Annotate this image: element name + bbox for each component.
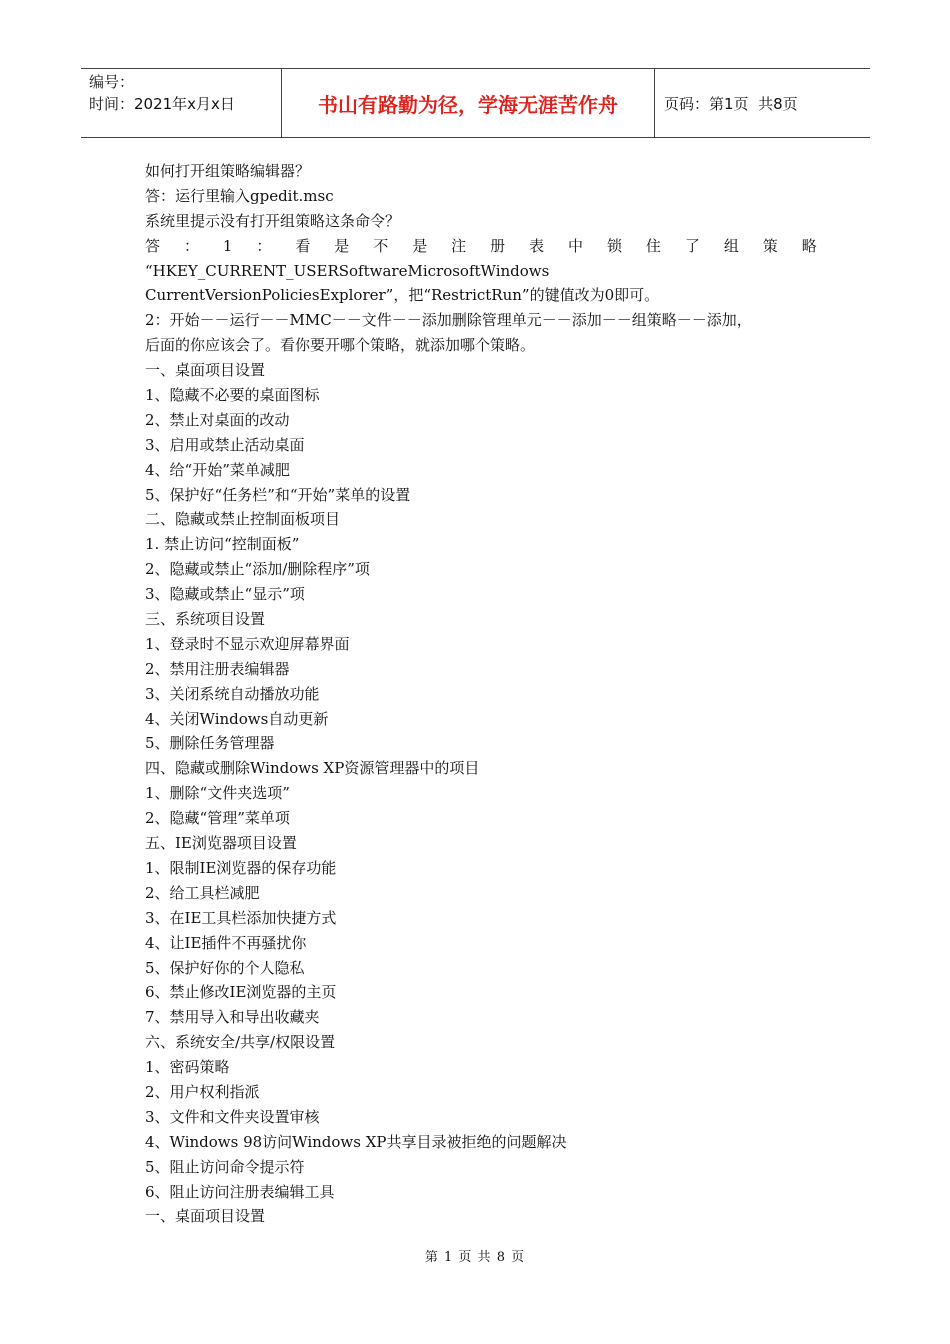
- text-line: 2：开始－－运行－－MMC－－文件－－添加删除管理单元－－添加－－组策略－－添加，: [145, 311, 752, 330]
- justified-char: 是: [334, 236, 350, 255]
- list-item: 5、保护好“任务栏”和“开始”菜单的设置: [145, 485, 411, 504]
- text-line: 系统里提示没有打开组策略这条命令？: [145, 211, 401, 230]
- justified-char: 了: [684, 236, 700, 255]
- list-item: 5、保护好你的个人隐私: [145, 958, 305, 977]
- list-item: 2、隐藏“管理”菜单项: [145, 809, 290, 828]
- time-label: 时间：2021年x月x日: [89, 95, 235, 113]
- page-footer: 第 1 页 共 8 页: [424, 1250, 526, 1265]
- list-item: 4、关闭Windows自动更新: [145, 709, 329, 728]
- justified-char: 册: [490, 236, 506, 255]
- justified-text-line: [145, 234, 817, 259]
- justified-char: 看: [295, 236, 311, 255]
- text-line: 答：运行里输入gpedit.msc: [145, 186, 334, 205]
- justified-char: 表: [529, 236, 545, 255]
- justified-char: 组: [723, 236, 739, 255]
- list-item: 4、Windows 98访问Windows XP共享目录被拒绝的问题解决: [145, 1132, 567, 1151]
- justified-char: ：: [256, 236, 272, 255]
- list-item: 1、删除“文件夹选项”: [145, 784, 290, 803]
- list-item: 1、密码策略: [145, 1058, 230, 1077]
- list-item: 6、阻止访问注册表编辑工具: [145, 1182, 335, 1201]
- list-item: 5、阻止访问命令提示符: [145, 1157, 305, 1176]
- list-item: 2、禁止对桌面的改动: [145, 410, 290, 429]
- list-item: 1、隐藏不必要的桌面图标: [145, 386, 320, 405]
- page-header: [81, 68, 870, 138]
- section-heading: 六、系统安全/共享/权限设置: [145, 1033, 336, 1052]
- justified-char: 策: [762, 236, 778, 255]
- text-line: “HKEY_CURRENT_USERSoftwareMicrosoftWindows: [145, 261, 550, 280]
- list-item: 3、文件和文件夹设置审核: [145, 1107, 320, 1126]
- section-heading: 四、隐藏或删除Windows XP资源管理器中的项目: [145, 759, 480, 778]
- list-item: 2、禁用注册表编辑器: [145, 659, 290, 678]
- list-item: 2、隐藏或禁止“添加/删除程序”项: [145, 560, 370, 579]
- section-heading: 一、桌面项目设置: [145, 361, 266, 380]
- list-item: 3、在IE工具栏添加快捷方式: [145, 908, 337, 927]
- header-page-info: 页码：第1页 共8页: [664, 94, 798, 113]
- list-item: 1. 禁止访问“控制面板”: [145, 535, 300, 554]
- justified-char: 略: [801, 236, 817, 255]
- justified-char: 锁: [606, 236, 622, 255]
- text-line: 如何打开组策略编辑器？: [145, 162, 311, 180]
- number-label: 编号：: [89, 73, 135, 91]
- list-item: 5、删除任务管理器: [145, 734, 275, 753]
- justified-char: 是: [412, 236, 428, 255]
- list-item: 2、用户权利指派: [145, 1082, 260, 1101]
- section-heading: 一、桌面项目设置: [145, 1207, 266, 1226]
- justified-char: 中: [568, 236, 584, 255]
- list-item: 4、给“开始”菜单减肥: [145, 460, 290, 479]
- list-item: 3、隐藏或禁止“显示”项: [145, 585, 305, 604]
- header-motto: 书山有路勤为径，学海无涯苦作舟: [282, 69, 655, 137]
- list-item: 1、限制IE浏览器的保存功能: [145, 858, 337, 877]
- list-item: 6、禁止修改IE浏览器的主页: [145, 983, 337, 1002]
- list-item: 1、登录时不显示欢迎屏幕界面: [145, 634, 350, 653]
- justified-char: ：: [183, 236, 199, 255]
- list-item: 3、启用或禁止活动桌面: [145, 435, 305, 454]
- justified-char: 住: [645, 236, 661, 255]
- justified-char: 注: [451, 236, 467, 255]
- list-item: 4、让IE插件不再骚扰你: [145, 933, 307, 952]
- justified-char: 1: [222, 236, 233, 255]
- list-item: 7、禁用导入和导出收藏夹: [145, 1008, 320, 1027]
- list-item: 2、给工具栏减肥: [145, 883, 260, 902]
- section-heading: 三、系统项目设置: [145, 610, 266, 629]
- text-line: CurrentVersionPoliciesExplorer”，把“RestrictRun”的键值改为0即可。: [145, 286, 660, 305]
- section-heading: 五、IE浏览器项目设置: [145, 834, 297, 853]
- header-meta: [81, 69, 282, 137]
- text-line: 后面的你应该会了。看你要开哪个策略，就添加哪个策略。: [145, 336, 536, 355]
- list-item: 3、关闭系统自动播放功能: [145, 684, 320, 703]
- justified-char: 不: [373, 236, 389, 255]
- justified-char: 答: [145, 236, 161, 255]
- section-heading: 二、隐藏或禁止控制面板项目: [145, 510, 341, 529]
- document-body: [145, 159, 817, 1229]
